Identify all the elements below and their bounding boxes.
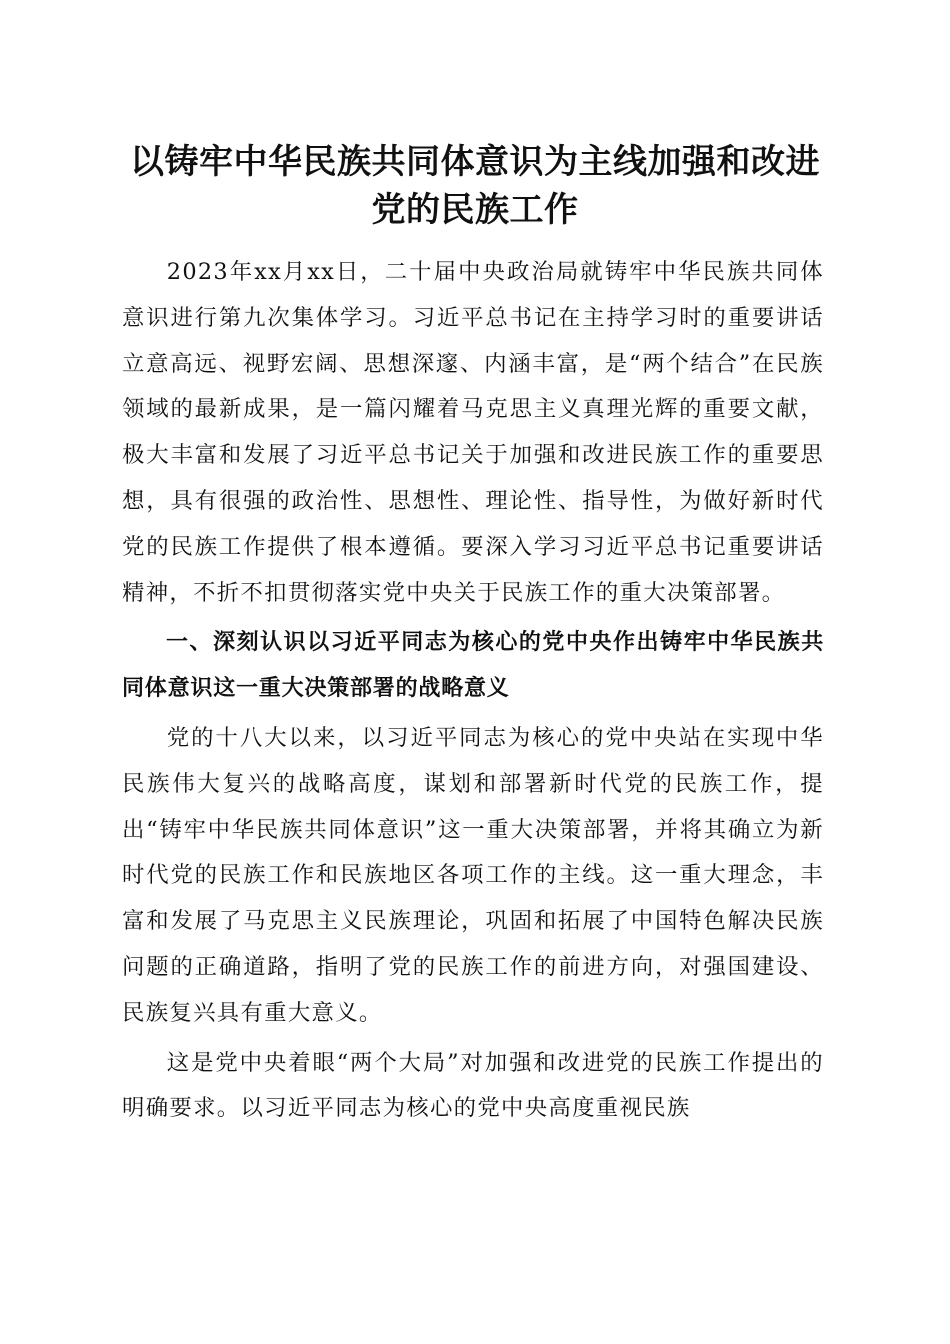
intro-paragraph: 2023年xx月xx日，二十届中央政治局就铸牢中华民族共同体意识进行第九次集体学习。习近平总书记在主持学习时的重要讲话立意高远、视野宏阔、思想深邃、内涵丰富，是“两个结合”在民族领域的最新成果，是一篇闪耀着马克思主义真理光辉的重要文献，极大丰富和发展了习近平总书记关于加强和改进民族工作的重要思想，具有很强的政治性、思想性、理论性、指导性，为做好新时代党的民族工作提供了根本遵循。要深入学习习近平总书记重要讲话精神，不折不扣贯彻落实党中央关于民族工作的重大决策部署。 — [122, 259, 824, 606]
document-title-line-2: 党的民族工作 — [371, 190, 579, 230]
document-body — [122, 250, 824, 1132]
body-paragraph-2: 这是党中央着眼“两个大局”对加强和改进党的民族工作提出的明确要求。以习近平同志为核心的党中央高度重视民族 — [122, 1049, 824, 1122]
body-paragraph-1: 党的十八大以来，以习近平同志为核心的党中央站在实现中华民族伟大复兴的战略高度，谋划和部署新时代党的民族工作，提出“铸牢中华民族共同体意识”这一重大决策部署，并将其确立为新时代党的民族工作和民族地区各项工作的主线。这一重大理念，丰富和发展了马克思主义民族理论，巩固和拓展了中国特色解决民族问题的正确道路，指明了党的民族工作的前进方向，对强国建设、民族复兴具有重大意义。 — [122, 724, 824, 1026]
section-heading-1: 一、深刻认识以习近平同志为核心的党中央作出铸牢中华民族共同体意识这一重大决策部署的战略意义 — [122, 630, 824, 702]
document-title-line-1: 以铸牢中华民族共同体意识为主线加强和改进 — [130, 142, 820, 182]
